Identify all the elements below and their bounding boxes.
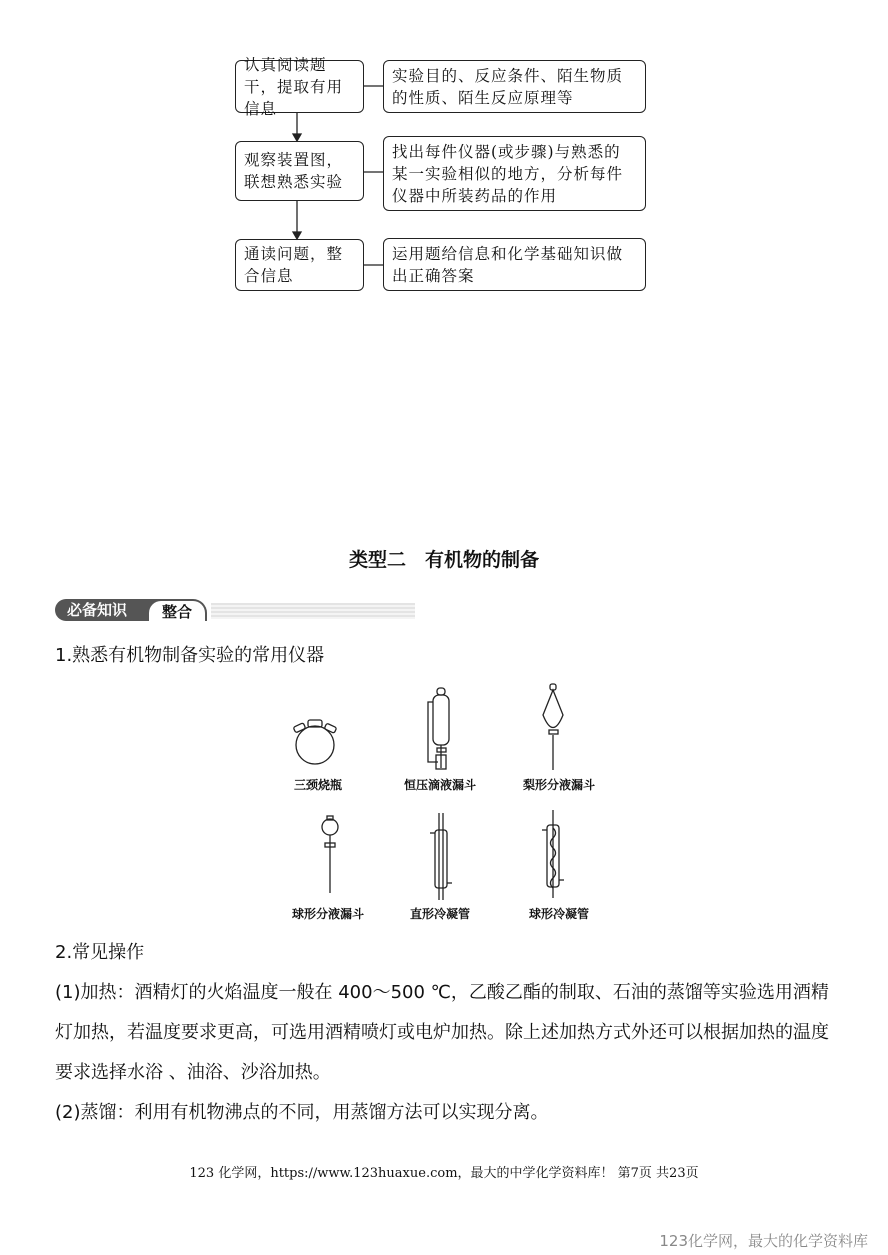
flow-note-3: 运用题给信息和化学基础知识做出正确答案 [383,238,646,291]
heading-operations: 2.常见操作 [55,942,145,963]
bulb-condenser-icon [542,810,564,898]
banner-stripes [211,603,415,619]
instrument-label: 恒压滴液漏斗 [403,778,476,792]
flow-note-2: 找出每件仪器(或步骤)与熟悉的某一实验相似的地方，分析每件仪器中所装药品的作用 [383,136,646,211]
banner-tab: 整合 [147,599,207,621]
heading-instruments: 1.熟悉有机物制备实验的常用仪器 [55,645,325,666]
watermark: 123化学网，最大的化学资料库 [659,1232,868,1250]
flow-note-1: 实验目的、反应条件、陌生物质的性质、陌生反应原理等 [383,60,646,113]
flow-step-3: 通读问题，整合信息 [235,239,364,291]
instrument-label: 球形冷凝管 [528,907,589,921]
flow-step-2: 观察装置图，联想熟悉实验 [235,141,364,201]
page-footer: 123 化学网，https://www.123huaxue.com，最大的中学化学资料库！ 第7页 共23页 [189,1166,699,1181]
banner-label: 必备知识 [55,599,163,621]
instrument-label: 梨形分液漏斗 [522,778,595,792]
paragraph-distillation: (2)蒸馏：利用有机物沸点的不同，用蒸馏方法可以实现分离。 [55,1102,549,1123]
globe-separatory-funnel-icon [322,816,338,893]
section-title: 类型二 有机物的制备 [348,549,539,571]
three-neck-flask-icon [293,720,337,764]
instrument-label: 球形分液漏斗 [291,907,364,921]
pear-separatory-funnel-icon [543,684,563,770]
flow-step-1: 认真阅读题干，提取有用信息 [235,60,364,113]
straight-condenser-icon [430,813,452,900]
instrument-label: 三颈烧瓶 [293,778,342,792]
constant-pressure-funnel-icon [428,688,449,769]
instrument-label: 直形冷凝管 [409,907,470,921]
paragraph-heating: (1)加热：酒精灯的火焰温度一般在 400～500 ℃，乙酸乙酯的制取、石油的蒸馏等实验选用酒精灯加热，若温度要求更高，可选用酒精喷灯或电炉加热。除上述加热方式外还可以根据加热的温度要求选择水浴 、油浴、沙浴加热。 [55,982,829,1083]
knowledge-banner [55,599,415,621]
